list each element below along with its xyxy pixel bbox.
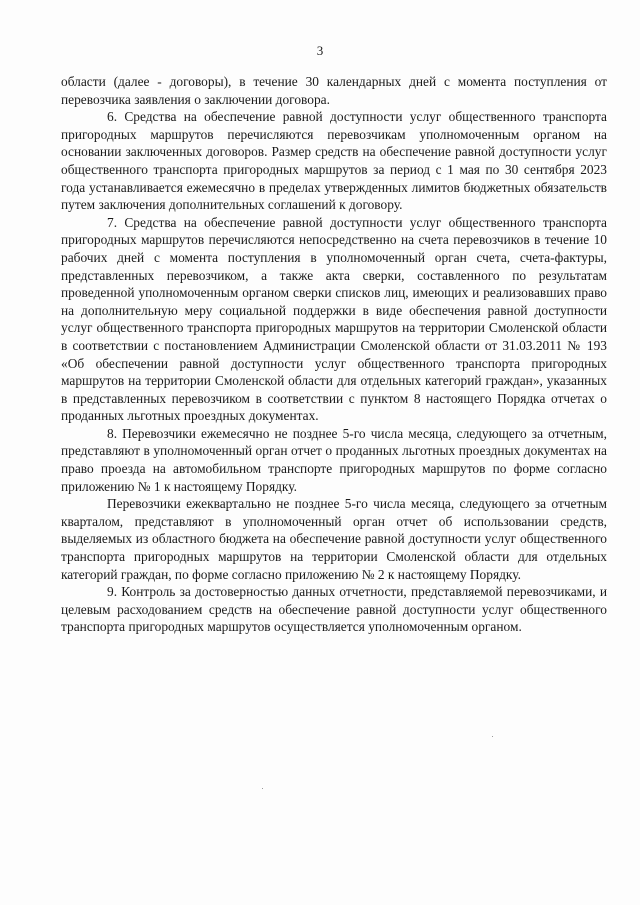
paragraph-item-8: 8. Перевозчики ежемесячно не позднее 5-го числа месяца, следующего за отчетным, представляют в уполномоченный орган отчет о проданных льготных проездных документах на право проезда на автомобильном транспорте пригородных маршрутов по форме согласно приложению № 1 к настоящему Порядку. [61,425,607,494]
paragraph-item-8-quarterly: Перевозчики ежеквартально не позднее 5-го числа месяца, следующего за отчетным кварталом, представляют в уполномоченный орган отчет об использовании средств, выделяемых из областного бюджета на обеспечение равной доступности услуг общественного транспорта пригородных маршрутов на территории Смоленской области для отдельных категорий граждан, по форме согласно приложению № 2 к настоящему Порядку. [61,496,607,582]
scan-speck [262,788,263,789]
paragraph-continuation: области (далее - договоры), в течение 30 календарных дней с момента поступления от перевозчика заявления о заключении договора. [61,74,607,107]
scan-speck [492,736,493,737]
document-body [61,73,607,636]
paragraph-item-6: 6. Средства на обеспечение равной доступности услуг общественного транспорта пригородных маршрутов перечисляются перевозчикам уполномоченным органом на основании заключенных договоров. Размер средств на обеспечение равной доступности услуг общественного транспорта пригородных маршрутов за период с 1 мая по 30 сентября 2023 года устанавливается ежемесячно в пределах утвержденных лимитов бюджетных обязательств путем заключения дополнительных соглашений к договору. [61,109,607,213]
paragraph-item-7: 7. Средства на обеспечение равной доступности услуг общественного транспорта пригородных маршрутов перечисляются непосредственно на счета перевозчиков в течение 10 рабочих дней с момента поступления в уполномоченный орган счета, счета-фактуры, представленных перевозчиком, а также акта сверки, составленного по результатам проведенной уполномоченным органом сверки списков лиц, имеющих и реализовавших право на дополнительную меру социальной поддержки в виде обеспечения равной доступности услуг общественного транспорта пригородных маршрутов на территории Смоленской области в соответствии с постановлением Администрации Смоленской области от 31.03.2011 № 193 «Об обеспечении равной доступности услуг общественного транспорта пригородных маршрутов на территории Смоленской области для отдельных категорий граждан», указанных в представленных перевозчиком в соответствии с пунктом 8 настоящего Порядка отчетах о проданных льготных проездных документах. [61,214,607,424]
paragraph-item-9: 9. Контроль за достоверностью данных отчетности, представляемой перевозчиками, и целевым расходованием средств на обеспечение равной доступности услуг общественного транспорта пригородных маршрутов осуществляется уполномоченным органом. [61,584,607,635]
page-number: 3 [316,43,324,58]
